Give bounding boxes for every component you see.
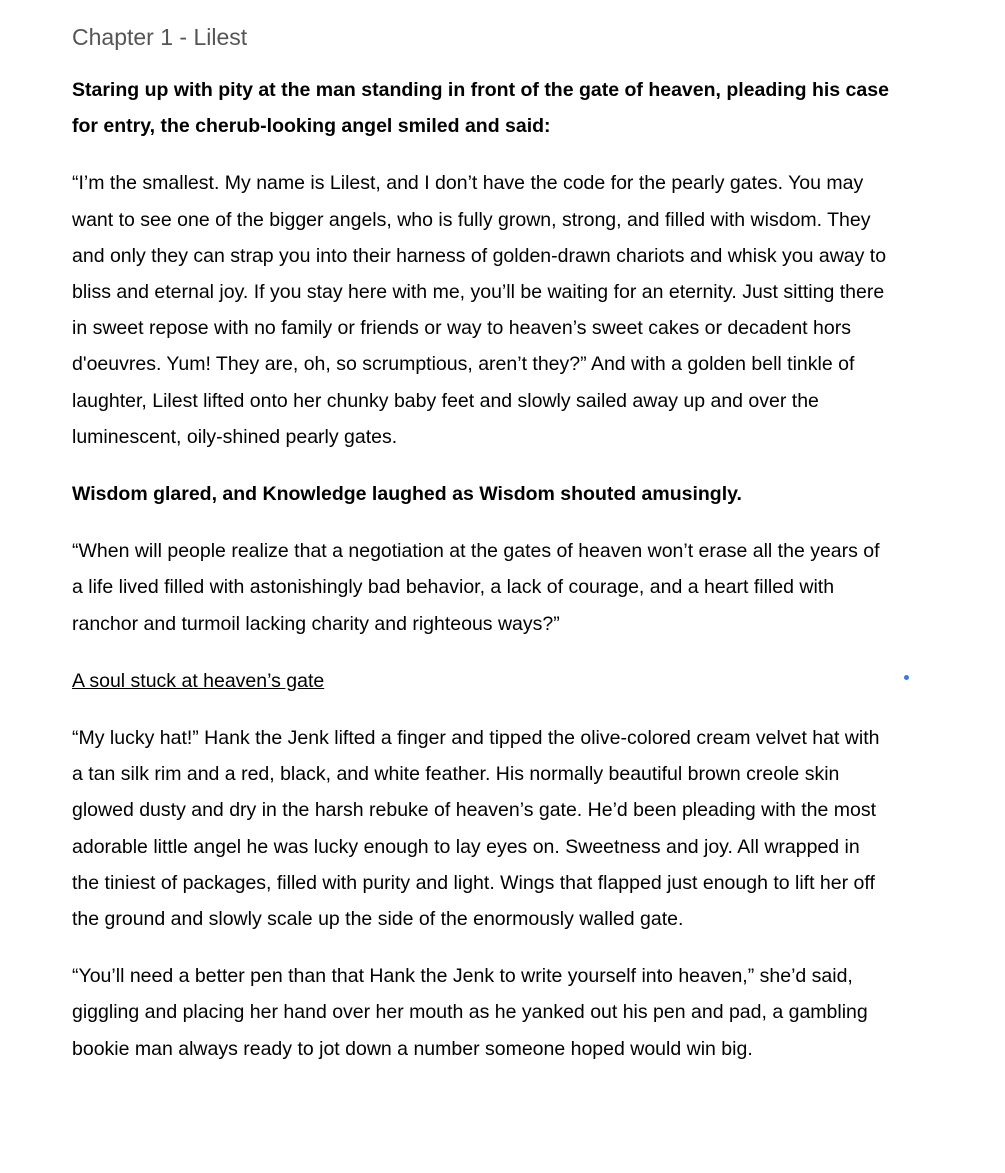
negotiation-paragraph: “When will people realize that a negotiation at the gates of heaven won’t erase all the years of a life lived filled with astonishingly bad behavior, a lack of courage, and a heart filled with ranchor and turmoil lacking charity and righteous ways?” <box>72 540 880 635</box>
intro-paragraph: Staring up with pity at the man standing in front of the gate of heaven, pleading his case for entry, the cherub-looking angel smiled and said: <box>72 79 889 138</box>
better-pen-paragraph: “You’ll need a better pen than that Hank the Jenk to write yourself into heaven,” she’d said, giggling and placing her hand over her mouth as he yanked out his pen and pad, a gambling bookie man always ready to jot down a number someone hoped would win big. <box>72 965 868 1060</box>
chapter-title: Chapter 1 - Lilest <box>72 24 248 50</box>
wisdom-paragraph: Wisdom glared, and Knowledge laughed as Wisdom shouted amusingly. <box>72 483 742 506</box>
lucky-hat-paragraph: “My lucky hat!” Hank the Jenk lifted a finger and tipped the olive-colored cream velvet hat with a tan silk rim and a red, black, and white feather. His normally beautiful brown creole skin glowed dusty and dry in the harsh rebuke of heaven’s gate. He’d been pleading with the most adorable little angel he was lucky enough to lay eyes on. Sweetness and joy. All wrapped in the tiniest of packages, filled with purity and light. Wings that flapped just enough to lift her off the ground and slowly scale up the side of the enormously walled gate. <box>72 727 880 931</box>
section-heading-text: A soul stuck at heaven’s gate <box>72 669 325 692</box>
lilest-dialogue-paragraph: “I’m the smallest. My name is Lilest, and I don’t have the code for the pearly gates. You may want to see one of the bigger angels, who is fully grown, strong, and filled with wisdom. They and only they can strap you into their harness of golden-drawn chariots and whisk you away to bliss and eternal joy. If you stay here with me, you’ll be waiting for an eternity. Just sitting there in sweet repose with no family or friends or way to heaven’s sweet cakes or decadent hors d'oeuvres. Yum! They are, oh, so scrumptious, aren’t they?” And with a golden bell tinkle of laughter, Lilest lifted onto her chunky baby feet and slowly sailed away up and over the luminescent, oily-shined pearly gates. <box>72 172 887 448</box>
document-page[interactable] <box>72 20 892 1088</box>
section-heading <box>72 663 892 699</box>
cursor-dot-icon <box>904 675 909 680</box>
